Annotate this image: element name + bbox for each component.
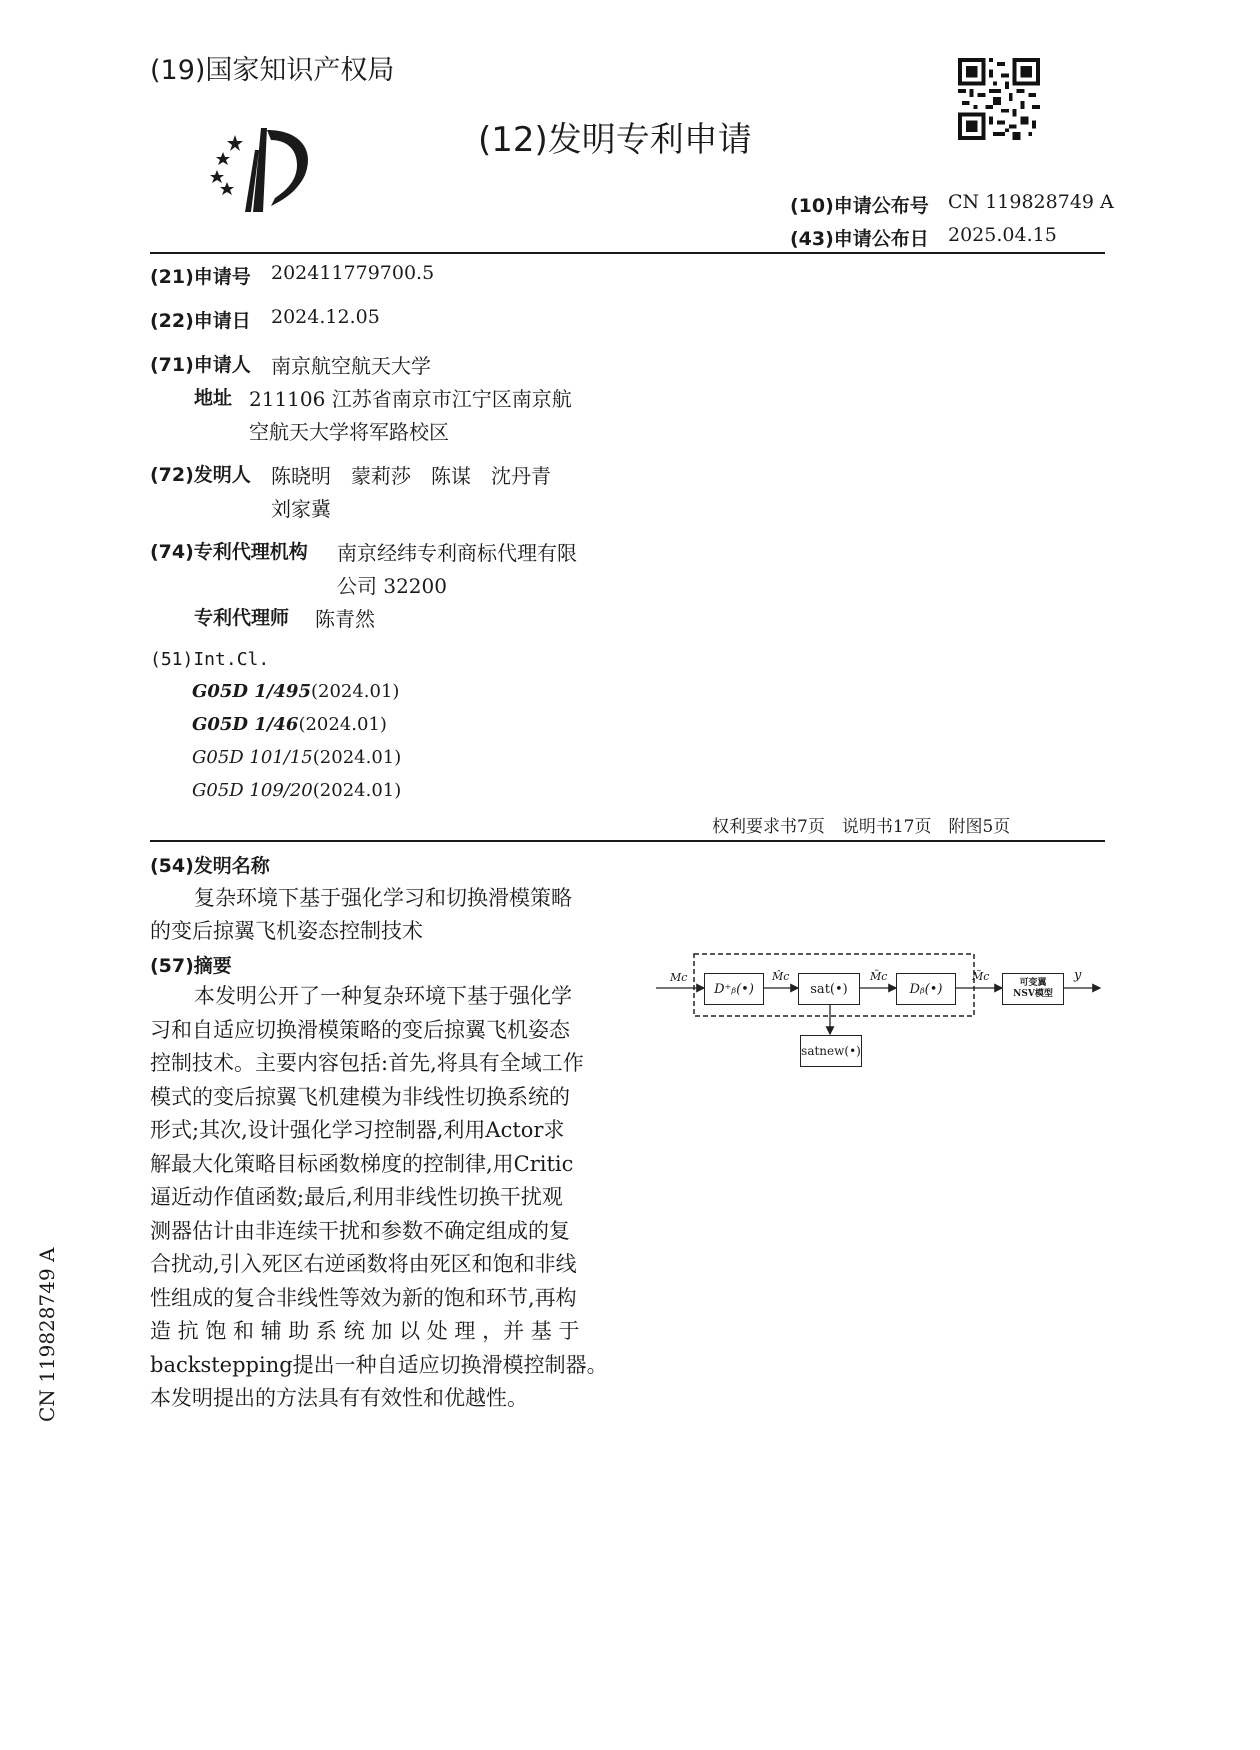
deadzone-inverse-block: D⁺ᵦ(•) [704,973,764,1005]
signal-label-2: M̄c [870,970,888,983]
deadzone-block: Dᵦ(•) [896,973,956,1005]
intcl-item [192,747,401,780]
inventors-line-2: 刘家冀 [271,497,331,521]
qr-code-icon [958,58,1040,140]
publication-date-value: 2025.04.15 [948,224,1057,246]
applicant-value: 南京航空航天大学 [271,354,431,378]
inventors-label: (72)发明人 [150,464,251,486]
agency-label: (74)专利代理机构 [150,541,308,563]
abstract-line: backstepping提出一种自适应切换滑模控制器。 [150,1352,608,1377]
intcl-version: (2024.01) [310,681,400,702]
signal-label-1: M̂c [772,970,790,983]
intcl-code: G05D 1/495 [192,681,311,702]
abstract-line: 本发明提出的方法具有有效性和优越性。 [150,1386,528,1410]
publication-date-label: (43)申请公布日 [790,228,929,250]
office-name: (19)国家知识产权局 [150,55,395,86]
inventors-line-1: 陈晓明 蒙莉莎 陈谋 沈丹青 [271,464,551,488]
abstract-figure [650,950,1110,1080]
new-saturation-block: satnew(•) [800,1035,862,1067]
abstract-line: 形式;其次,设计强化学习控制器,利用Actor求 [150,1118,565,1142]
nsv-model-line-2: NSV模型 [1013,989,1053,999]
intcl-code: G05D 1/46 [192,714,299,735]
abstract-line: 本发明公开了一种复杂环境下基于强化学 [194,984,572,1008]
side-publication-number: CN 119828749 A [35,1247,59,1422]
agency-line-2: 公司 32200 [337,574,447,598]
intcl-item [192,780,401,813]
applicant-label: (71)申请人 [150,354,251,376]
intcl-version: (2024.01) [312,747,402,768]
application-number-label: (21)申请号 [150,266,251,288]
publication-number-label: (10)申请公布号 [790,195,929,217]
agent-value: 陈青然 [315,607,375,631]
publication-number-value: CN 119828749 A [948,191,1114,213]
middle-rule [150,840,1105,842]
intcl-version: (2024.01) [312,780,402,801]
intcl-label: (51)Int.Cl. [150,649,270,670]
intcl-item [192,714,401,747]
abstract-line: 控制技术。主要内容包括:首先,将具有全域工作 [150,1051,584,1075]
abstract-body [150,980,610,1416]
agency-line-1: 南京经纬专利商标代理有限 [337,541,577,565]
input-signal-label: Mc [670,971,688,984]
invention-title-line-1: 复杂环境下基于强化学习和切换滑模策略 [194,886,572,910]
abstract-line: 测器估计由非连续干扰和参数不确定组成的复 [150,1218,570,1243]
abstract-line: 模式的变后掠翼飞机建模为非线性切换系统的 [150,1084,570,1109]
nsv-model-line-1: 可变翼 [1019,978,1047,988]
application-date-label: (22)申请日 [150,310,251,332]
intcl-code: G05D 101/15 [192,747,313,768]
abstract-line: 造 抗 饱 和 辅 助 系 统 加 以 处 理 ，并 基 于 [150,1319,580,1343]
intcl-list [192,681,401,813]
document-type: (12)发明专利申请 [478,120,752,160]
application-date-value: 2024.12.05 [271,306,380,328]
nsv-model-block [1002,973,1064,1005]
abstract-line: 逼近动作值函数;最后,利用非线性切换干扰观 [150,1185,563,1209]
output-signal-label: y [1074,968,1082,983]
page-counts: 权利要求书7页 说明书17页 附图5页 [712,817,1011,837]
saturation-block: sat(•) [798,973,860,1005]
signal-label-3: M̃c [972,970,990,983]
cnipa-logo [205,120,325,215]
header-rule [150,252,1105,254]
address-label: 地址 [194,387,233,409]
abstract-line: 合扰动,引入死区右逆函数将由死区和饱和非线 [150,1252,577,1276]
address-line-1: 211106 江苏省南京市江宁区南京航 [249,387,572,411]
abstract-label: (57)摘要 [150,955,232,977]
address-line-2: 空航天大学将军路校区 [249,420,449,444]
intcl-version: (2024.01) [298,714,387,735]
intcl-item [192,681,401,714]
intcl-code: G05D 109/20 [192,780,313,801]
abstract-line: 习和自适应切换滑模策略的变后掠翼飞机姿态 [150,1017,570,1042]
abstract-line: 性组成的复合非线性等效为新的饱和环节,再构 [150,1285,577,1310]
abstract-line: 解最大化策略目标函数梯度的控制律,用Critic [150,1151,574,1176]
agent-label: 专利代理师 [194,607,290,629]
title-label: (54)发明名称 [150,855,270,877]
invention-title-line-2: 的变后掠翼飞机姿态控制技术 [150,919,423,943]
application-number-value: 202411779700.5 [271,262,435,284]
